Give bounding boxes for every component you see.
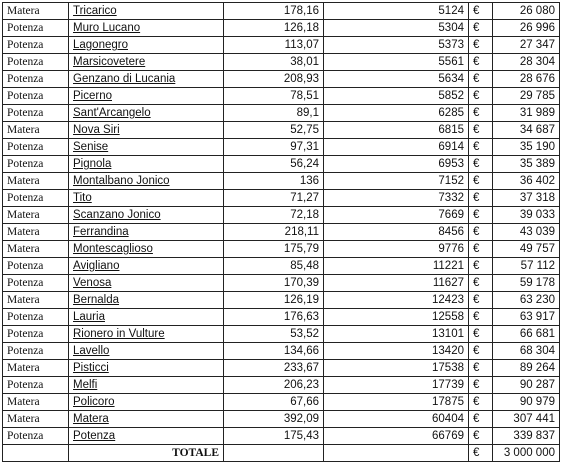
amount-cell: 27 347 [493,37,560,54]
province-cell: Matera [3,173,69,190]
province-cell: Potenza [3,20,69,37]
area-cell: 52,75 [224,122,324,139]
table-row [3,377,560,394]
area-cell: 113,07 [224,37,324,54]
area-cell: 178,16 [224,3,324,20]
table-row [3,394,560,411]
code-cell: 6953 [324,156,469,173]
comune-cell: Rionero in Vulture [69,326,224,343]
area-cell: 71,27 [224,190,324,207]
amount-cell: 63 917 [493,309,560,326]
code-cell: 5852 [324,88,469,105]
currency-cell: € [469,122,493,139]
province-cell: Matera [3,241,69,258]
amount-cell: 68 304 [493,343,560,360]
currency-cell: € [469,309,493,326]
province-cell: Potenza [3,258,69,275]
table-row [3,326,560,343]
area-cell: 218,11 [224,224,324,241]
amount-cell: 26 996 [493,20,560,37]
currency-cell: € [469,3,493,20]
area-cell: 85,48 [224,258,324,275]
table-row [3,3,560,20]
table-row [3,224,560,241]
area-cell: 134,66 [224,343,324,360]
currency-cell: € [469,292,493,309]
table-row [3,20,560,37]
table-row [3,37,560,54]
province-cell: Potenza [3,309,69,326]
amount-cell: 28 304 [493,54,560,71]
amount-cell: 90 979 [493,394,560,411]
comune-cell: Pignola [69,156,224,173]
table-row [3,343,560,360]
code-cell: 6285 [324,105,469,122]
area-cell: 175,79 [224,241,324,258]
currency-cell: € [469,37,493,54]
code-cell: 6815 [324,122,469,139]
currency-cell: € [469,411,493,428]
comune-cell: Sant'Arcangelo [69,105,224,122]
currency-cell: € [469,360,493,377]
amount-cell: 63 230 [493,292,560,309]
comune-cell: Montalbano Jonico [69,173,224,190]
currency-cell: € [469,224,493,241]
province-cell: Potenza [3,139,69,156]
area-cell: 89,1 [224,105,324,122]
amount-cell: 26 080 [493,3,560,20]
area-cell: 136 [224,173,324,190]
total-amount: 3 000 000 [493,445,560,462]
currency-cell: € [469,207,493,224]
table-row [3,173,560,190]
amount-cell: 31 989 [493,105,560,122]
table-row [3,207,560,224]
total-currency: € [469,445,493,462]
area-cell: 208,93 [224,71,324,88]
code-cell: 8456 [324,224,469,241]
code-cell: 11221 [324,258,469,275]
table-row [3,122,560,139]
area-cell: 38,01 [224,54,324,71]
province-cell: Potenza [3,275,69,292]
total-label: TOTALE [69,445,224,462]
comune-cell: Matera [69,411,224,428]
currency-cell: € [469,156,493,173]
currency-cell: € [469,377,493,394]
comune-cell: Tricarico [69,3,224,20]
area-cell: 56,24 [224,156,324,173]
code-cell: 60404 [324,411,469,428]
table-row [3,156,560,173]
code-cell: 11627 [324,275,469,292]
amount-cell: 49 757 [493,241,560,258]
comune-cell: Ferrandina [69,224,224,241]
code-cell: 9776 [324,241,469,258]
amount-cell: 36 402 [493,173,560,190]
province-cell: Potenza [3,54,69,71]
amount-cell: 339 837 [493,428,560,445]
table-row [3,258,560,275]
area-cell: 126,18 [224,20,324,37]
code-cell: 7152 [324,173,469,190]
province-cell: Potenza [3,377,69,394]
table-body [3,3,560,445]
table-row [3,292,560,309]
table-row [3,190,560,207]
currency-cell: € [469,105,493,122]
code-cell: 13101 [324,326,469,343]
comune-cell: Lavello [69,343,224,360]
province-cell: Matera [3,207,69,224]
province-cell: Matera [3,292,69,309]
code-cell: 17875 [324,394,469,411]
comune-cell: Senise [69,139,224,156]
table-row [3,360,560,377]
currency-cell: € [469,343,493,360]
currency-cell: € [469,394,493,411]
comune-cell: Scanzano Jonico [69,207,224,224]
code-cell: 5561 [324,54,469,71]
amount-cell: 90 287 [493,377,560,394]
comune-cell: Lagonegro [69,37,224,54]
total-empty-cell [224,445,324,462]
area-cell: 175,43 [224,428,324,445]
code-cell: 5634 [324,71,469,88]
code-cell: 17538 [324,360,469,377]
table-row [3,411,560,428]
currency-cell: € [469,54,493,71]
amount-cell: 28 676 [493,71,560,88]
code-cell: 5304 [324,20,469,37]
table-row [3,54,560,71]
currency-cell: € [469,139,493,156]
comune-cell: Genzano di Lucania [69,71,224,88]
code-cell: 12423 [324,292,469,309]
province-cell: Matera [3,122,69,139]
amount-cell: 35 190 [493,139,560,156]
amount-cell: 43 039 [493,224,560,241]
province-cell: Matera [3,411,69,428]
table-row [3,275,560,292]
area-cell: 176,63 [224,309,324,326]
comune-cell: Bernalda [69,292,224,309]
area-cell: 126,19 [224,292,324,309]
province-cell: Potenza [3,428,69,445]
area-cell: 206,23 [224,377,324,394]
area-cell: 72,18 [224,207,324,224]
table-row [3,428,560,445]
amount-cell: 307 441 [493,411,560,428]
area-cell: 67,66 [224,394,324,411]
amount-cell: 39 033 [493,207,560,224]
amount-cell: 59 178 [493,275,560,292]
amount-cell: 37 318 [493,190,560,207]
province-cell: Potenza [3,190,69,207]
comune-cell: Policoro [69,394,224,411]
comune-cell: Montescaglioso [69,241,224,258]
comune-cell: Muro Lucano [69,20,224,37]
province-cell: Matera [3,224,69,241]
province-cell: Potenza [3,156,69,173]
currency-cell: € [469,71,493,88]
province-cell: Potenza [3,37,69,54]
currency-cell: € [469,190,493,207]
comune-cell: Potenza [69,428,224,445]
code-cell: 7332 [324,190,469,207]
table-row [3,241,560,258]
code-cell: 12558 [324,309,469,326]
amount-cell: 35 389 [493,156,560,173]
amount-cell: 66 681 [493,326,560,343]
amount-cell: 89 264 [493,360,560,377]
area-cell: 233,67 [224,360,324,377]
currency-cell: € [469,275,493,292]
province-cell: Potenza [3,343,69,360]
amount-cell: 57 112 [493,258,560,275]
currency-cell: € [469,326,493,343]
currency-cell: € [469,88,493,105]
currency-cell: € [469,428,493,445]
table-row [3,309,560,326]
table-row [3,139,560,156]
table-row [3,71,560,88]
currency-cell: € [469,173,493,190]
area-cell: 392,09 [224,411,324,428]
code-cell: 13420 [324,343,469,360]
allocation-table [2,2,560,462]
amount-cell: 29 785 [493,88,560,105]
comune-cell: Marsicovetere [69,54,224,71]
code-cell: 7669 [324,207,469,224]
area-cell: 97,31 [224,139,324,156]
table-row [3,105,560,122]
code-cell: 5124 [324,3,469,20]
code-cell: 66769 [324,428,469,445]
comune-cell: Picerno [69,88,224,105]
province-cell: Matera [3,3,69,20]
comune-cell: Melfi [69,377,224,394]
code-cell: 5373 [324,37,469,54]
code-cell: 6914 [324,139,469,156]
province-cell: Potenza [3,326,69,343]
currency-cell: € [469,20,493,37]
province-cell: Matera [3,394,69,411]
comune-cell: Venosa [69,275,224,292]
total-empty-cell [324,445,469,462]
area-cell: 78,51 [224,88,324,105]
comune-cell: Nova Siri [69,122,224,139]
currency-cell: € [469,258,493,275]
currency-cell: € [469,241,493,258]
comune-cell: Lauria [69,309,224,326]
area-cell: 53,52 [224,326,324,343]
total-empty-cell [3,445,69,462]
area-cell: 170,39 [224,275,324,292]
comune-cell: Tito [69,190,224,207]
comune-cell: Pisticci [69,360,224,377]
province-cell: Potenza [3,71,69,88]
table-row [3,88,560,105]
code-cell: 17739 [324,377,469,394]
province-cell: Matera [3,360,69,377]
amount-cell: 34 687 [493,122,560,139]
province-cell: Potenza [3,88,69,105]
province-cell: Potenza [3,105,69,122]
total-row [3,445,560,462]
comune-cell: Avigliano [69,258,224,275]
